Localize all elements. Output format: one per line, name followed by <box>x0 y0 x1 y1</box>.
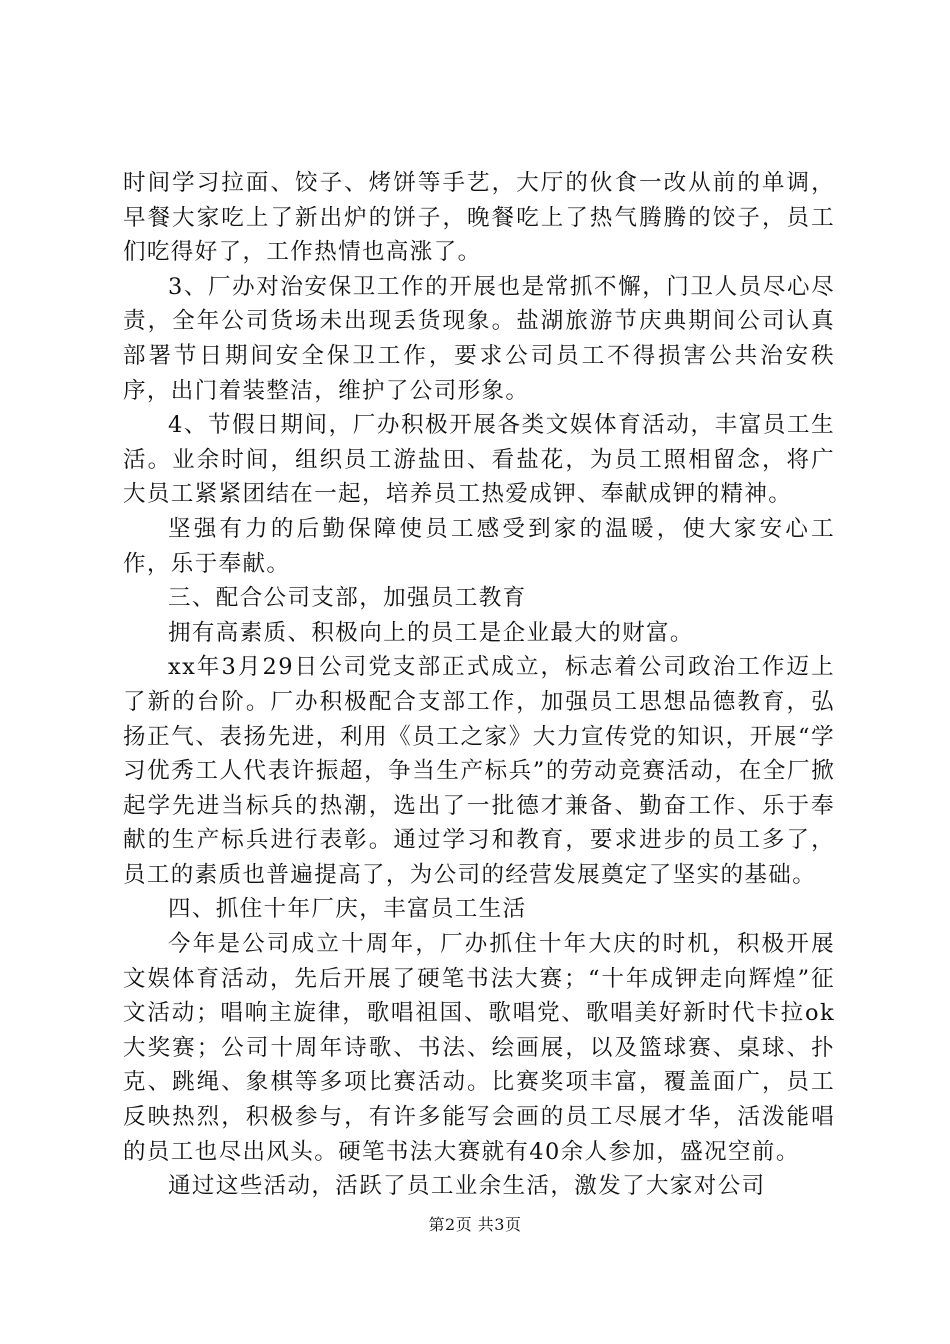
section-heading-education: 三、配合公司支部，加强员工教育 <box>168 585 527 612</box>
paragraph-holiday-activities: 4、节假日期间，厂办积极开展各类文娱体育活动，丰富员工生活。业余时间，组织员工游盐田、看盐花，为员工照相留念，将广大员工紧紧团结在一起，培养员工热爱成钾、奉献成钾的精神。 <box>123 412 835 508</box>
paragraph-anniversary-activities: 今年是公司成立十周年，厂办抓住十年大庆的时机，积极开展文娱体育活动，先后开展了硬笔书法大赛；“十年成钾走向辉煌”征文活动；唱响主旋律，歌唱祖国、歌唱党、歌唱美好新时代卡拉ok大奖赛；公司十周年诗歌、书法、绘画展，以及篮球赛、桌球、扑克、跳绳、象棋等多项比赛活动。比赛奖项丰富，覆盖面广，员工反映热烈，积极参与，有许多能写会画的员工尽展才华，活泼能唱的员工也尽出风头。硬笔书法大赛就有40余人参加，盛况空前。 <box>123 931 835 1165</box>
paragraph-security-work: 3、厂办对治安保卫工作的开展也是常抓不懈，门卫人员尽心尽责，全年公司货场未出现丢货现象。盐湖旅游节庆典期间公司认真部署节日期间安全保卫工作，要求公司员工不得损害公共治安秩序，出门着装整洁，维护了公司形象。 <box>123 273 835 404</box>
paragraph-party-branch: xx年3月29日公司党支部正式成立，标志着公司政治工作迈上了新的台阶。厂办积极配合支部工作，加强员工思想品德教育，弘扬正气、表扬先进，利用《员工之家》大力宣传党的知识，开展“学习优秀工人代表许振超，争当生产标兵”的劳动竞赛活动，在全厂掀起学先进当标兵的热潮，选出了一批德才兼备、勤奋工作、乐于奉献的生产标兵进行表彰。通过学习和教育，要求进步的员工多了，员工的素质也普遍提高了，为公司的经营发展奠定了坚实的基础。 <box>123 654 835 888</box>
paragraph-logistics-summary: 坚强有力的后勤保障使员工感受到家的温暖，使大家安心工作，乐于奉献。 <box>123 515 835 577</box>
section-heading-anniversary: 四、抓住十年厂庆，丰富员工生活 <box>168 896 527 923</box>
document-body <box>123 166 835 1204</box>
paragraph-staff-quality: 拥有高素质、积极向上的员工是企业最大的财富。 <box>168 619 694 646</box>
paragraph-activities-result: 通过这些活动，活跃了员工业余生活，激发了大家对公司 <box>168 1173 766 1200</box>
paragraph-continued-canteen: 时间学习拉面、饺子、烤饼等手艺，大厅的伙食一改从前的单调，早餐大家吃上了新出炉的饼子，晚餐吃上了热气腾腾的饺子，员工们吃得好了，工作热情也高涨了。 <box>123 170 835 266</box>
page-number-footer: 第2页 共3页 <box>428 1215 522 1234</box>
